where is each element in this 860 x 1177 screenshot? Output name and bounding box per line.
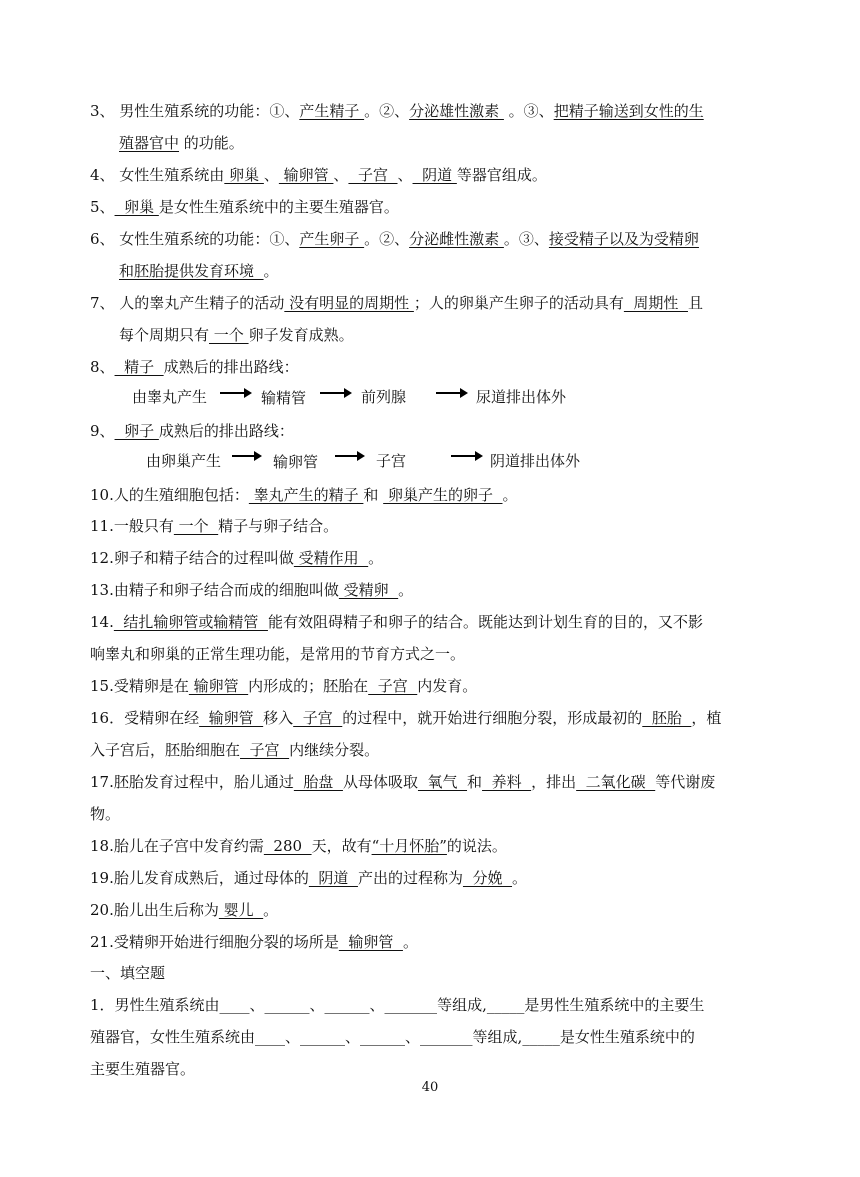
answer: 子宫 [293, 709, 343, 727]
answer: 输卵管 [278, 166, 334, 184]
route-step: 由卵巢产生 [146, 452, 222, 470]
item-16-line-1: 16．受精卵在经 输卵管 移入 子宫 的过程中，就开始进行细胞分裂，形成最初的 胚胎 ，植 [90, 709, 722, 727]
answer: 阴道 [308, 869, 358, 887]
item-16-line-2: 入子宫后，胚胎细胞在 子宫 内继续分裂。 [90, 741, 380, 759]
blank: ____、______、______、_______ [255, 1028, 473, 1046]
answer: 结扎输卵管或输精管 [113, 613, 268, 631]
answer: 卵子 [114, 422, 159, 440]
route-step: 输卵管 [273, 453, 319, 471]
answer: 精子 [114, 358, 164, 376]
answer: 睾丸产生的精子 [248, 486, 364, 504]
answer: 分娩 [462, 869, 513, 887]
answer: 婴儿 [218, 901, 264, 919]
answer: 周期性 [623, 294, 688, 312]
answer: 养料 [482, 773, 532, 791]
question-1-line-3: 主要生殖器官。 [90, 1060, 196, 1078]
answer: 阴道 [412, 166, 457, 184]
route-step: 阴道排出体外 [490, 452, 581, 470]
answer: 卵巢 [224, 166, 264, 184]
blank: ____、______、______、_______ [219, 996, 438, 1014]
answer: 受精卵 [338, 581, 399, 599]
item-8: 8、 精子 成熟后的排出路线： [90, 358, 299, 376]
arrow-right-icon [320, 392, 346, 394]
answer: 输卵管 [338, 933, 403, 951]
answer: 子宫 [368, 677, 418, 695]
answer: 子宫 [240, 741, 290, 759]
question-1-line-2: 殖器官，女性生殖系统由____、______、______、_______等组成,_____是女性生殖系统中的 [90, 1028, 695, 1046]
item-4: 4、 女性生殖系统由 卵巢 、 输卵管 、 子宫 、 阴道 等器官组成。 [90, 166, 547, 184]
arrow-right-icon [220, 392, 246, 394]
answer: 分泌雌性激素 [409, 230, 504, 248]
item-9: 9、 卵子 成熟后的排出路线： [90, 422, 294, 440]
blank: _____ [522, 1028, 560, 1046]
answer: 接受精子以及为受精卵 [548, 230, 699, 248]
item-7-line-1: 7、 人的睾丸产生精子的活动 没有明显的周期性 ；人的卵巢产生卵子的活动具有 周期性 且 [90, 294, 703, 312]
answer: 卵巢 [114, 198, 159, 216]
item-21: 21.受精卵开始进行细胞分裂的场所是 输卵管 。 [90, 933, 418, 951]
route-step: 由睾丸产生 [132, 388, 208, 406]
answer: 一个 [173, 517, 219, 535]
answer: 殖器官中 [119, 134, 180, 152]
answer: 产生精子 [299, 102, 365, 120]
item-7-line-2: 每个周期只有 一个 卵子发育成熟。 [119, 326, 354, 344]
question-1-line-1: 1．男性生殖系统由____、______、______、_______等组成,_____是男性生殖系统中的主要生 [90, 996, 705, 1014]
item-3-line-2: 殖器官中 的功能。 [119, 134, 244, 152]
item-18: 18.胎儿在子宫中发育约需 280 天，故有“十月怀胎”的说法。 [90, 837, 507, 855]
route-step: 子宫 [376, 452, 407, 470]
route-step: 前列腺 [361, 388, 407, 406]
arrow-right-icon [436, 392, 462, 394]
arrow-right-icon [335, 455, 359, 457]
item-14-line-1: 14. 结扎输卵管或输精管 能有效阻碍精子和卵子的结合。既能达到计划生育的目的，又不影 [90, 613, 703, 631]
arrow-right-icon [451, 455, 477, 457]
item-3-line-1: 3、 男性生殖系统的功能：①、产生精子 。②、分泌雄性激素 。③、把精子输送到女性的生 [90, 102, 704, 120]
answer: 没有明显的周期性 [284, 294, 414, 312]
item-14-line-2: 响睾丸和卵巢的正常生理功能，是常用的节育方式之一。 [90, 645, 466, 663]
item-15: 15.受精卵是在 输卵管 内形成的；胚胎在 子宫 内发育。 [90, 677, 478, 695]
item-17-line-1: 17.胚胎发育过程中，胎儿通过 胎盘 从母体吸取 氧气 和 养料 ，排出 二氧化碳 等代谢废 [90, 773, 716, 791]
item-20: 20.胎儿出生后称为 婴儿 。 [90, 901, 279, 919]
answer: 受精作用 [293, 549, 369, 567]
answer: 一个 [209, 326, 249, 344]
item-6-line-1: 6、 女性生殖系统的功能：①、产生卵子 。②、分泌雌性激素 。③、接受精子以及为受精卵 [90, 230, 699, 248]
route-step: 输精管 [261, 389, 307, 407]
item-13: 13.由精子和卵子结合而成的细胞叫做 受精卵 。 [90, 581, 414, 599]
answer: 输卵管 [199, 709, 264, 727]
answer: 二氧化碳 [576, 773, 656, 791]
answer: 产生卵子 [299, 230, 365, 248]
answer: 输卵管 [188, 677, 249, 695]
item-19: 19.胎儿发育成熟后，通过母体的 阴道 产出的过程称为 分娩 。 [90, 869, 528, 887]
answer: “十月怀胎” [371, 837, 447, 855]
item-11: 11.一般只有 一个 精子与卵子结合。 [90, 517, 339, 535]
arrow-right-icon [232, 455, 256, 457]
route-step: 尿道排出体外 [476, 388, 567, 406]
item-5: 5、 卵巢 是女性生殖系统中的主要生殖器官。 [90, 198, 399, 216]
item-10: 10.人的生殖细胞包括： 睾丸产生的精子 和 卵巢产生的卵子 。 [90, 486, 518, 504]
section-heading: 一、填空题 [90, 964, 166, 982]
answer: 氧气 [417, 773, 468, 791]
page-number: 40 [421, 1080, 439, 1095]
blank: _____ [486, 996, 525, 1014]
answer: 胚胎 [642, 709, 692, 727]
item-12: 12.卵子和精子结合的过程叫做 受精作用 。 [90, 549, 384, 567]
answer: 胎盘 [293, 773, 343, 791]
answer: 子宫 [348, 166, 398, 184]
item-6-line-2: 和胚胎提供发育环境 。 [119, 262, 279, 280]
answer: 和胚胎提供发育环境 [119, 262, 264, 280]
answer: 280 [263, 837, 312, 855]
answer: 卵巢产生的卵子 [383, 486, 503, 504]
answer: 把精子输送到女性的生 [553, 102, 704, 120]
answer: 分泌雄性激素 [409, 102, 504, 120]
item-17-line-2: 物。 [90, 805, 121, 823]
